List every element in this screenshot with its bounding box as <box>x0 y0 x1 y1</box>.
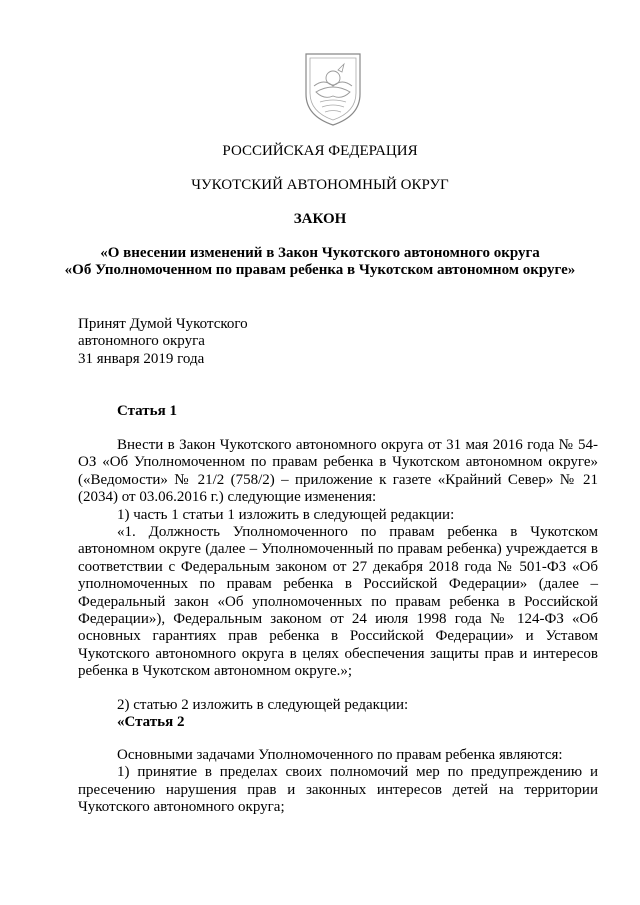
item-2-body <box>78 747 598 817</box>
document-type: ЗАКОН <box>293 211 347 227</box>
item-2-heading: «Статья 2 <box>117 714 185 731</box>
article-1-intro: Внести в Закон Чукотского автономного округа от 31 мая 2016 года № 54-ОЗ «Об Уполномоченном по правам ребенка в Чукотском автономном округе» («Ведомости» № 21/2 (758/2) – приложение к газете «Крайний Север» № 21 (2034) от 03.06.2016 г.) следующие изменения: <box>78 437 598 506</box>
adoption-line-2: автономного округа <box>78 333 205 350</box>
article-1-heading: Статья 1 <box>117 403 177 419</box>
item-1-instruction: 1) часть 1 статьи 1 изложить в следующей редакции: <box>117 506 455 523</box>
law-title-line-1: «О внесении изменений в Закон Чукотского автономного округа <box>100 245 540 261</box>
law-title-line-2: «Об Уполномоченном по правам ребенка в Чукотском автономном округе» <box>64 262 576 278</box>
adoption-info <box>78 316 598 368</box>
adoption-date: 31 января 2019 года <box>78 350 205 367</box>
adoption-line-1: Принят Думой Чукотского <box>78 316 248 332</box>
item-2-instruction: 2) статью 2 изложить в следующей редакции: <box>117 697 409 713</box>
item-2-block <box>78 697 598 732</box>
item-1-text: «1. Должность Уполномоченного по правам ребенка в Чукотском автономном округе (далее – Уполномоченный по правам ребенка) учреждается в соответствии с Федеральным законом от 27 декабря 2018 года № 501-ФЗ «Об уполномоченных по правам ребенка в Российской Федерации» (далее – Федеральный закон «Об уполномоченных по правам ребенка в Российской Федерации»), Федеральным законом от 24 июля 1998 года № 124-ФЗ «Об основных гарантиях прав ребенка в Российской Федерации» и Уставом Чукотского автономного округа в целях обеспечения защиты прав и интересов ребенка в Чукотском автономном округе.»; <box>78 524 598 680</box>
region-name: ЧУКОТСКИЙ АВТОНОМНЫЙ ОКРУГ <box>191 177 449 193</box>
coat-of-arms-emblem <box>298 48 368 128</box>
article-1-body <box>78 437 598 681</box>
article-1-heading-block <box>78 403 598 420</box>
item-2-subitem-1: 1) принятие в пределах своих полномочий мер по предупреждению и пресечению нарушения прав и законных интересов детей на территории Чукотского автономного округа; <box>78 764 598 816</box>
item-2-intro: Основными задачами Уполномоченного по правам ребенка являются: <box>117 747 563 763</box>
country-name: РОССИЙСКАЯ ФЕДЕРАЦИЯ <box>222 143 418 159</box>
